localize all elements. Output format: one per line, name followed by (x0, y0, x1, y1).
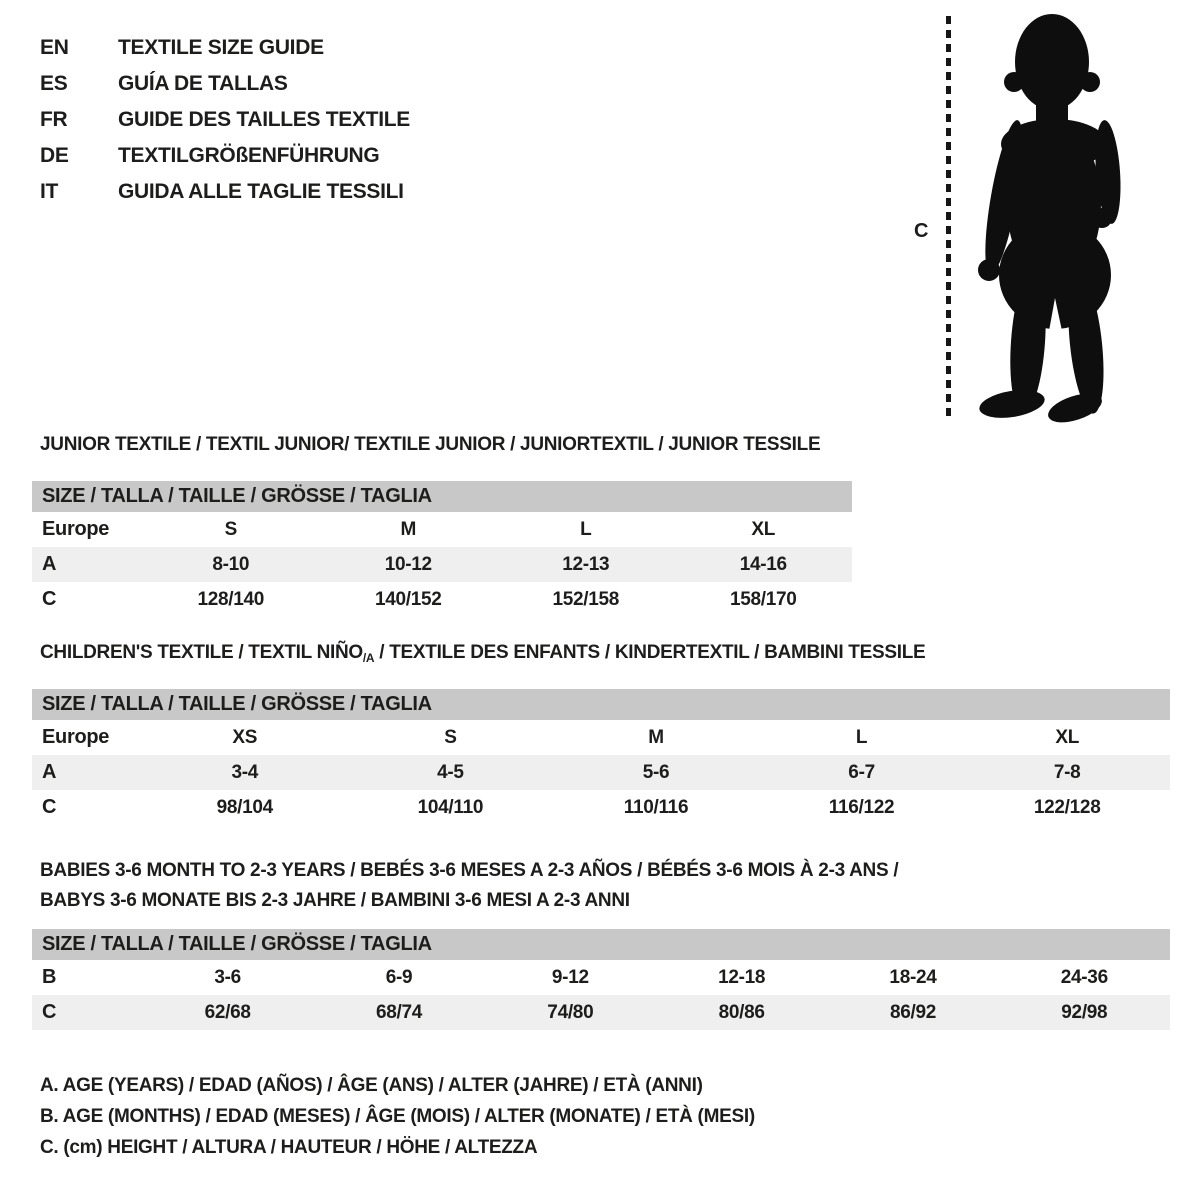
junior-section-heading: JUNIOR TEXTILE / TEXTIL JUNIOR/ TEXTILE JUNIOR / JUNIORTEXTIL / JUNIOR TESSILE (40, 434, 821, 455)
size-cell: 98/104 (216, 796, 273, 818)
children-row-age (32, 755, 1170, 790)
language-title: TEXTILGRÖßENFÜHRUNG (118, 144, 380, 167)
size-header-bar (32, 929, 1170, 960)
children-section-heading (40, 642, 925, 664)
column-header-cell: XL (751, 518, 776, 540)
size-cell: 4-5 (437, 761, 464, 783)
column-header-cell: L (855, 726, 868, 748)
language-code: IT (40, 180, 59, 203)
junior-size-table (32, 481, 852, 617)
babies-heading-line-1: BABIES 3-6 MONTH TO 2-3 YEARS / BEBÉS 3-6 MESES A 2-3 AÑOS / BÉBÉS 3-6 MOIS À 2-3 ANS / (40, 860, 899, 881)
size-cell: 10-12 (384, 553, 432, 575)
size-cell: 5-6 (642, 761, 670, 783)
size-cell: 104/110 (417, 796, 484, 818)
row-label: C (42, 588, 57, 610)
junior-row-height (32, 582, 852, 617)
children-heading-text: CHILDREN'S TEXTILE / TEXTIL NIÑO (40, 642, 363, 663)
footnote-legend (40, 1070, 755, 1163)
region-label: Europe (42, 518, 110, 540)
size-cell: 12-18 (718, 966, 766, 988)
size-cell: 140/152 (374, 588, 442, 610)
language-code: DE (40, 144, 69, 167)
language-row (40, 66, 410, 102)
height-measure-dashed-line (946, 16, 951, 418)
babies-heading-line-2: BABYS 3-6 MONATE BIS 2-3 JAHRE / BAMBINI 3-6 MESI A 2-3 ANNI (40, 890, 630, 911)
language-row (40, 102, 410, 138)
column-header-cell: S (224, 518, 237, 540)
size-cell: 3-4 (231, 761, 259, 783)
column-header-cell: XL (1055, 726, 1080, 748)
size-cell: 3-6 (214, 966, 241, 988)
babies-row-months (32, 960, 1170, 995)
size-header-bar (32, 689, 1170, 720)
size-cell: 110/116 (623, 796, 689, 818)
size-cell: 9-12 (551, 966, 589, 988)
language-list (40, 30, 410, 210)
height-measure-label: C (914, 220, 929, 242)
row-label: C (42, 1001, 57, 1023)
size-header-label: SIZE / TALLA / TAILLE / GRÖSSE / TAGLIA (42, 485, 432, 507)
size-cell: 12-13 (562, 553, 610, 575)
column-header-cell: M (648, 726, 664, 748)
column-header-cell: L (580, 518, 592, 540)
babies-row-height (32, 995, 1170, 1030)
size-header-bar (32, 481, 852, 512)
children-heading-text: / TEXTILE DES ENFANTS / KINDERTEXTIL / BAMBINI TESSILE (374, 642, 926, 663)
footnote-a: A. AGE (YEARS) / EDAD (AÑOS) / ÂGE (ANS) / ALTER (JAHRE) / ETÀ (ANNI) (40, 1074, 703, 1096)
row-label: A (42, 761, 57, 783)
size-cell: 122/128 (1033, 796, 1101, 818)
babies-section-heading (40, 856, 898, 916)
size-header-label: SIZE / TALLA / TAILLE / GRÖSSE / TAGLIA (42, 693, 432, 715)
children-size-table (32, 689, 1170, 825)
size-header-label: SIZE / TALLA / TAILLE / GRÖSSE / TAGLIA (42, 933, 432, 955)
size-cell: 74/80 (547, 1001, 594, 1023)
size-cell: 24-36 (1060, 966, 1108, 988)
toddler-silhouette (962, 12, 1144, 424)
column-header-cell: XS (232, 726, 258, 748)
children-column-header-row (32, 720, 1170, 755)
size-cell: 152/158 (552, 588, 620, 610)
size-cell: 116/122 (828, 796, 895, 818)
language-title: GUIDE DES TAILLES TEXTILE (118, 108, 410, 131)
language-title: GUÍA DE TALLAS (118, 72, 288, 95)
language-code: FR (40, 108, 68, 131)
language-code: ES (40, 72, 68, 95)
size-cell: 18-24 (889, 966, 937, 988)
size-cell: 6-7 (848, 761, 875, 783)
row-label: A (42, 553, 57, 575)
size-cell: 7-8 (1053, 761, 1081, 783)
language-row (40, 174, 410, 210)
size-cell: 14-16 (739, 553, 787, 575)
column-header-cell: S (444, 726, 457, 748)
language-row (40, 138, 410, 174)
footnote-c: C. (cm) HEIGHT / ALTURA / HAUTEUR / HÖHE / ALTEZZA (40, 1136, 538, 1158)
babies-size-table (32, 929, 1170, 1030)
children-row-height (32, 790, 1170, 825)
size-cell: 68/74 (375, 1001, 423, 1023)
size-cell: 128/140 (197, 588, 265, 610)
size-cell: 80/86 (718, 1001, 765, 1023)
junior-row-age (32, 547, 852, 582)
row-label: B (42, 966, 57, 988)
size-cell: 86/92 (889, 1001, 936, 1023)
size-cell: 8-10 (212, 553, 250, 575)
size-cell: 6-9 (385, 966, 413, 988)
language-title: GUIDA ALLE TAGLIE TESSILI (118, 180, 404, 203)
language-code: EN (40, 36, 69, 59)
junior-column-header-row (32, 512, 852, 547)
size-cell: 158/170 (729, 588, 797, 610)
size-cell: 92/98 (1061, 1001, 1108, 1023)
language-row (40, 30, 410, 66)
language-title: TEXTILE SIZE GUIDE (118, 36, 324, 59)
footnote-b: B. AGE (MONTHS) / EDAD (MESES) / ÂGE (MOIS) / ALTER (MONATE) / ETÀ (MESI) (40, 1105, 755, 1127)
region-label: Europe (42, 726, 110, 748)
row-label: C (42, 796, 57, 818)
size-cell: 62/68 (204, 1001, 251, 1023)
nino-a-subscript: /A (362, 651, 375, 665)
column-header-cell: M (400, 518, 417, 540)
